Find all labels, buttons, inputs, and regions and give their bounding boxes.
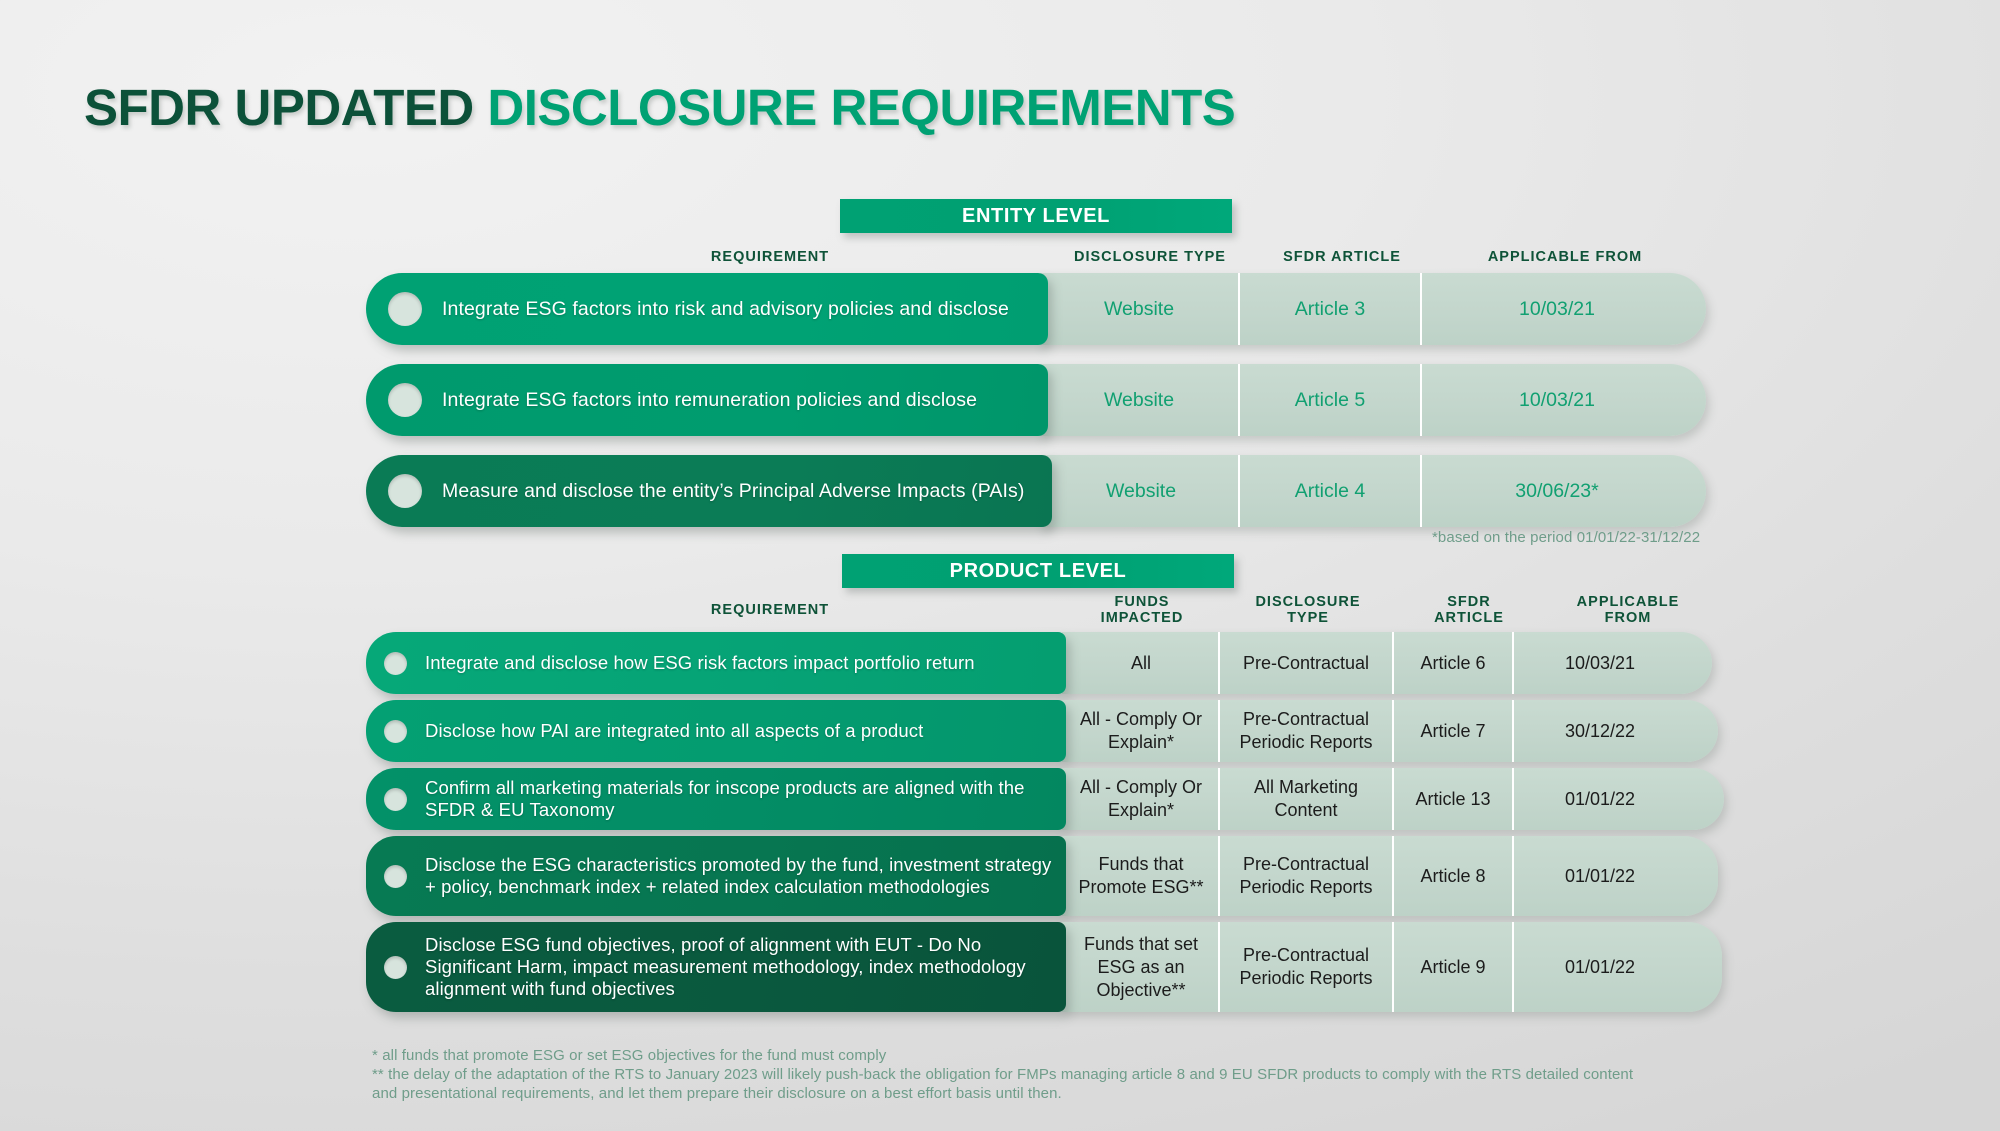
entity-row-2-sfdr-article: Article 5 bbox=[1294, 389, 1366, 411]
bullet-dot-icon bbox=[384, 788, 407, 811]
bullet-dot-icon bbox=[384, 652, 407, 675]
product-row-3-sfdr-article: Article 13 bbox=[1415, 788, 1491, 809]
product-level-banner: PRODUCT LEVEL bbox=[842, 554, 1234, 588]
bullet-dot-icon bbox=[388, 383, 422, 417]
entity-row-3-requirement-text: Measure and disclose the entity’s Principal Adverse Impacts (PAIs) bbox=[442, 480, 1025, 502]
product-row-5-disclosure-type: Pre-Contractual Periodic Reports bbox=[1239, 945, 1373, 988]
entity-header-disclosure-type: DISCLOSURE TYPE bbox=[1074, 249, 1226, 265]
product-row-4-funds-impacted: Funds that Promote ESG** bbox=[1078, 854, 1204, 897]
bottom-footnotes bbox=[372, 1046, 1672, 1103]
product-row-3-funds-impacted: All - Comply Or Explain* bbox=[1079, 777, 1202, 820]
bullet-dot-icon bbox=[384, 865, 407, 888]
entity-header-requirement: REQUIREMENT bbox=[710, 249, 830, 265]
product-header-disclosure-type bbox=[1218, 594, 1398, 626]
page-title bbox=[84, 78, 1235, 137]
entity-footnote: *based on the period 01/01/22-31/12/22 bbox=[1432, 529, 1701, 546]
entity-row-2-requirement-pill[interactable] bbox=[366, 364, 1048, 436]
product-row-3-requirement-pill[interactable] bbox=[366, 768, 1066, 830]
page-title-part-2: DISCLOSURE REQUIREMENTS bbox=[487, 79, 1236, 136]
product-header-disclosure-type-line2: TYPE bbox=[1287, 610, 1329, 626]
bottom-footnote-line-1: * all funds that promote ESG or set ESG objectives for the fund must comply bbox=[372, 1047, 887, 1064]
product-row-1-disclosure-type: Pre-Contractual bbox=[1242, 652, 1370, 673]
entity-row-3-sfdr-article: Article 4 bbox=[1294, 480, 1366, 502]
product-header-applicable-from bbox=[1538, 594, 1718, 626]
product-row-2-requirement-text: Disclose how PAI are integrated into all aspects of a product bbox=[425, 720, 924, 741]
product-row-5-sfdr-article: Article 9 bbox=[1420, 956, 1486, 977]
product-row-3-applicable-from: 01/01/22 bbox=[1564, 788, 1636, 809]
entity-level-banner: ENTITY LEVEL bbox=[840, 199, 1232, 233]
product-row-1-applicable-from: 10/03/21 bbox=[1564, 652, 1636, 673]
product-row-2-funds-impacted: All - Comply Or Explain* bbox=[1079, 709, 1202, 752]
product-header-applicable-from-line1: APPLICABLE bbox=[1576, 594, 1680, 610]
entity-row-3-requirement-pill[interactable] bbox=[366, 455, 1052, 527]
entity-row-3-disclosure-type: Website bbox=[1105, 480, 1177, 502]
product-header-funds-impacted bbox=[1062, 594, 1222, 626]
product-row-5-requirement-pill[interactable] bbox=[366, 922, 1066, 1012]
product-row-3-requirement-text: Confirm all marketing materials for inscope products are aligned with the SFDR & EU Taxonomy bbox=[425, 777, 1025, 820]
product-row-5-requirement-text: Disclose ESG fund objectives, proof of alignment with EUT - Do No Significant Harm, impact measurement methodology, index methodology alignment with fund objectives bbox=[425, 934, 1026, 999]
product-header-disclosure-type-line1: DISCLOSURE bbox=[1255, 594, 1361, 610]
bullet-dot-icon bbox=[384, 720, 407, 743]
page-title-part-1: SFDR UPDATED bbox=[84, 79, 488, 136]
entity-row-1-applicable-from: 10/03/21 bbox=[1519, 298, 1595, 320]
entity-row-1-requirement-text: Integrate ESG factors into risk and advisory policies and disclose bbox=[442, 298, 1009, 320]
product-row-4-applicable-from: 01/01/22 bbox=[1564, 865, 1636, 886]
product-row-2-requirement-pill[interactable] bbox=[366, 700, 1066, 762]
product-row-2-applicable-from: 30/12/22 bbox=[1564, 720, 1636, 741]
entity-row-1-requirement-pill[interactable] bbox=[366, 273, 1048, 345]
entity-header-sfdr-article: SFDR ARTICLE bbox=[1283, 249, 1401, 265]
product-row-1-funds-impacted: All bbox=[1130, 652, 1151, 673]
product-header-sfdr-article-line2: ARTICLE bbox=[1434, 610, 1504, 626]
entity-row-2-requirement-text: Integrate ESG factors into remuneration policies and disclose bbox=[442, 389, 978, 411]
product-row-3-disclosure-type: All Marketing Content bbox=[1253, 777, 1359, 820]
entity-row-2-disclosure-type: Website bbox=[1103, 389, 1175, 411]
product-row-4-disclosure-type: Pre-Contractual Periodic Reports bbox=[1239, 854, 1373, 897]
bottom-footnote-line-2: ** the delay of the adaptation of the RTS to January 2023 will likely push-back the obligation for FMPs managing article 8 and 9 EU SFDR products to comply with the RTS detailed content and presentational requirements, and let them prepare their disclosure on a best effort basis until then. bbox=[372, 1066, 1634, 1102]
entity-row-1-sfdr-article: Article 3 bbox=[1294, 298, 1366, 320]
product-header-sfdr-article bbox=[1396, 594, 1542, 626]
entity-row-2-applicable-from: 10/03/21 bbox=[1519, 389, 1595, 411]
entity-row-1-disclosure-type: Website bbox=[1103, 298, 1175, 320]
product-header-funds-impacted-line2: IMPACTED bbox=[1100, 610, 1184, 626]
product-header-sfdr-article-line1: SFDR bbox=[1447, 594, 1491, 610]
product-row-2-sfdr-article: Article 7 bbox=[1420, 720, 1486, 741]
product-header-funds-impacted-line1: FUNDS bbox=[1114, 594, 1170, 610]
product-row-2-disclosure-type: Pre-Contractual Periodic Reports bbox=[1239, 709, 1373, 752]
product-row-1-requirement-pill[interactable] bbox=[366, 632, 1066, 694]
entity-header-applicable-from: APPLICABLE FROM bbox=[1487, 249, 1643, 265]
product-row-4-sfdr-article: Article 8 bbox=[1420, 865, 1486, 886]
product-row-4-requirement-pill[interactable] bbox=[366, 836, 1066, 916]
bullet-dot-icon bbox=[388, 474, 422, 508]
product-row-5-applicable-from: 01/01/22 bbox=[1564, 956, 1636, 977]
product-header-applicable-from-line2: FROM bbox=[1604, 610, 1652, 626]
product-row-1-sfdr-article: Article 6 bbox=[1420, 652, 1486, 673]
product-row-4-requirement-text: Disclose the ESG characteristics promoted by the fund, investment strategy + policy, benchmark index + related index calculation methodologies bbox=[425, 854, 1052, 897]
bullet-dot-icon bbox=[388, 292, 422, 326]
product-row-1-requirement-text: Integrate and disclose how ESG risk factors impact portfolio return bbox=[425, 652, 975, 673]
entity-row-3-applicable-from: 30/06/23* bbox=[1515, 480, 1599, 502]
product-header-requirement: REQUIREMENT bbox=[710, 602, 830, 618]
product-row-5-funds-impacted: Funds that set ESG as an Objective** bbox=[1083, 933, 1199, 1000]
bullet-dot-icon bbox=[384, 956, 407, 979]
